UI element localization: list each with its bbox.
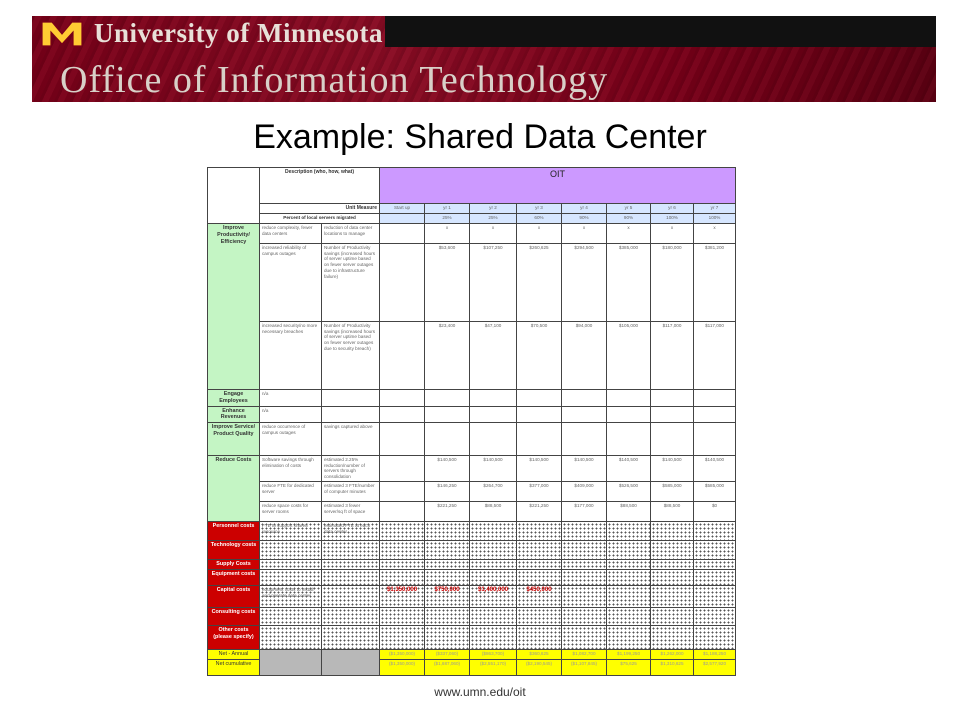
table-row <box>208 502 736 522</box>
percent-cell: 25% <box>470 214 517 224</box>
header-row <box>208 168 736 204</box>
value-cell: x <box>425 224 470 244</box>
section-revenues: Enhance Revenues <box>208 406 260 423</box>
value-cell: $94,000 <box>562 322 607 390</box>
year-1: yr 1 <box>425 204 470 214</box>
value-cell: $88,500 <box>651 502 694 522</box>
value-cell: $107,250 <box>470 244 517 322</box>
capital-value: $1,400,000 <box>470 586 517 608</box>
value-cell: $294,500 <box>562 244 607 322</box>
row-unit: estimated 3 FTE/number of computer minutes <box>322 482 380 502</box>
net-cumulative-value: ($2,551,170) <box>470 659 517 675</box>
slide-title: Example: Shared Data Center <box>253 118 707 156</box>
value-cell: $140,500 <box>517 456 562 482</box>
value-cell <box>380 322 425 390</box>
row-unit: estimated 2.25% reduction/number of servers through consolidation <box>322 456 380 482</box>
table-row <box>208 390 736 407</box>
value-cell: $177,000 <box>562 502 607 522</box>
net-cumulative-value: ($1,687,060) <box>425 659 470 675</box>
net-annual-row <box>208 650 736 660</box>
value-cell <box>380 502 425 522</box>
year-4: yr 4 <box>562 204 607 214</box>
row-unit: Number of Productivity savings (increased hours of server uptime based on fewer server outages due to security breach) <box>322 322 380 390</box>
value-cell: $88,500 <box>607 502 651 522</box>
table-row <box>208 541 736 560</box>
table-row <box>208 322 736 390</box>
value-cell: $140,500 <box>651 456 694 482</box>
percent-cell: 100% <box>694 214 736 224</box>
table-row <box>208 482 736 502</box>
cost-benefit-sheet <box>207 167 735 671</box>
value-cell: x <box>562 224 607 244</box>
row-unit: savings captured above <box>322 423 380 456</box>
value-cell: $140,500 <box>607 456 651 482</box>
value-cell: $221,250 <box>517 502 562 522</box>
value-cell <box>380 456 425 482</box>
net-annual-value: $1,262,000 <box>651 650 694 660</box>
year-6: yr 6 <box>651 204 694 214</box>
office-name: Office of Information Technology <box>60 59 609 101</box>
table-row <box>208 608 736 626</box>
value-cell: $140,500 <box>425 456 470 482</box>
value-cell: $221,250 <box>425 502 470 522</box>
value-cell: $385,000 <box>607 244 651 322</box>
value-cell: $409,000 <box>562 482 607 502</box>
net-annual-value: ($337,060) <box>425 650 470 660</box>
row-desc: n/a <box>260 390 322 407</box>
capital-value: $1,350,000 <box>380 586 425 608</box>
table-row <box>208 406 736 423</box>
value-cell: $53,600 <box>425 244 470 322</box>
value-cell: x <box>607 224 651 244</box>
value-cell: $381,200 <box>694 244 736 322</box>
row-unit: Number of Productivity savings (increased hours of server uptime based on fewer server outages due to infrastructure failure) <box>322 244 380 322</box>
row-desc: increased security/no more necessary breaches <box>260 322 322 390</box>
table-row <box>208 244 736 322</box>
value-cell: $70,500 <box>517 322 562 390</box>
year-3: yr 3 <box>517 204 562 214</box>
table-row <box>208 586 736 608</box>
year-2: yr 2 <box>470 204 517 214</box>
row-desc: reduce space costs for server rooms <box>260 502 322 522</box>
table-row <box>208 522 736 541</box>
net-cumulative-label: Net cumulative <box>208 659 260 675</box>
net-cumulative-value: ($1,350,000) <box>380 659 425 675</box>
net-cumulative-value: $2,577,920 <box>694 659 736 675</box>
row-desc: n/a <box>260 406 322 423</box>
row-desc: increased reliability of campus outages <box>260 244 322 322</box>
value-cell: $117,000 <box>694 322 736 390</box>
value-cell: $47,100 <box>470 322 517 390</box>
value-cell: $140,500 <box>694 456 736 482</box>
header-banner <box>32 16 936 102</box>
value-cell: x <box>694 224 736 244</box>
row-desc: FTE to support shared resource <box>260 522 322 541</box>
capital-value: $750,000 <box>425 586 470 608</box>
unit-header: Unit Measure <box>260 204 380 214</box>
percent-cell: 60% <box>517 214 562 224</box>
corner-cell <box>208 168 260 224</box>
value-cell: $88,500 <box>470 502 517 522</box>
value-cell: $146,250 <box>425 482 470 502</box>
section-other: Other costs (please specify) <box>208 626 260 650</box>
value-cell: $180,000 <box>651 244 694 322</box>
percent-cell: 100% <box>651 214 694 224</box>
net-annual-value: $360,625 <box>517 650 562 660</box>
value-cell: $526,500 <box>607 482 651 502</box>
net-cumulative-value: $75,625 <box>607 659 651 675</box>
row-desc: reduce complexity, fewer data centers <box>260 224 322 244</box>
section-personnel: Personnel costs <box>208 522 260 541</box>
table-row <box>208 456 736 482</box>
row-unit: reduction of data center locations to manage <box>322 224 380 244</box>
description-header-text: Description (who, how, what) <box>285 169 354 175</box>
section-capital: Capital costs <box>208 586 260 608</box>
university-name: University of Minnesota <box>94 18 383 48</box>
row-unit: estimated FTE at each data center <box>322 522 380 541</box>
capital-value: $450,000 <box>517 586 562 608</box>
net-annual-value: $1,188,250 <box>694 650 736 660</box>
section-technology: Technology costs <box>208 541 260 560</box>
value-cell <box>380 244 425 322</box>
header-black-bar <box>385 16 936 47</box>
value-cell: $585,000 <box>651 482 694 502</box>
table-row <box>208 570 736 586</box>
percent-cell: 90% <box>607 214 651 224</box>
percent-cell <box>380 214 425 224</box>
year-startup: Start up <box>380 204 425 214</box>
percent-cell: 25% <box>425 214 470 224</box>
section-productivity: Improve Productivity/ Efficiency <box>208 224 260 390</box>
section-reduce: Reduce Costs <box>208 456 260 522</box>
value-cell: $140,500 <box>470 456 517 482</box>
section-engage: Engage Employees <box>208 390 260 407</box>
section-equipment: Equipment costs <box>208 570 260 586</box>
value-cell <box>380 224 425 244</box>
row-desc: reduce FTE for dedicated server <box>260 482 322 502</box>
value-cell: $264,700 <box>470 482 517 502</box>
section-service: Improve Service/ Product Quality <box>208 423 260 456</box>
table-row <box>208 423 736 456</box>
value-cell: x <box>651 224 694 244</box>
table-row <box>208 626 736 650</box>
value-cell: $117,000 <box>651 322 694 390</box>
year-7: yr 7 <box>694 204 736 214</box>
footer-url: www.umn.edu/oit <box>434 685 526 699</box>
row-desc: Software savings through elimination of costs <box>260 456 322 482</box>
row-desc: equipment costs to install and operate data center <box>260 586 322 608</box>
org-header: OIT <box>380 168 736 204</box>
net-cumulative-value: ($2,190,545) <box>517 659 562 675</box>
value-cell: x <box>470 224 517 244</box>
percent-cell: 90% <box>562 214 607 224</box>
table-row <box>208 560 736 570</box>
row-desc: reduce occurrence of campus outages <box>260 423 322 456</box>
value-cell: x <box>517 224 562 244</box>
net-annual-value: $1,082,700 <box>562 650 607 660</box>
value-cell: $585,000 <box>694 482 736 502</box>
net-annual-value: $1,199,250 <box>607 650 651 660</box>
value-cell <box>380 482 425 502</box>
university-m-logo-icon <box>40 18 84 48</box>
sheet-table <box>207 167 736 676</box>
row-unit: estimated 3 fewer server/sq ft of space <box>322 502 380 522</box>
value-cell: $260,625 <box>517 244 562 322</box>
table-row <box>208 224 736 244</box>
section-supply: Supply Costs <box>208 560 260 570</box>
column-description-header <box>260 168 380 204</box>
net-annual-value: ($1,350,000) <box>380 650 425 660</box>
percent-label: Percent of local servers migrated <box>260 214 380 224</box>
value-cell: $140,500 <box>562 456 607 482</box>
value-cell: $23,400 <box>425 322 470 390</box>
net-annual-value: ($863,700) <box>470 650 517 660</box>
value-cell: $0 <box>694 502 736 522</box>
percent-row <box>208 214 736 224</box>
section-consulting: Consulting costs <box>208 608 260 626</box>
value-cell: $377,000 <box>517 482 562 502</box>
net-annual-label: Net - Annual <box>208 650 260 660</box>
value-cell: $105,000 <box>607 322 651 390</box>
year-5: yr 5 <box>607 204 651 214</box>
net-cumulative-value: $1,310,625 <box>651 659 694 675</box>
net-cumulative-value: ($1,107,845) <box>562 659 607 675</box>
years-row <box>208 204 736 214</box>
